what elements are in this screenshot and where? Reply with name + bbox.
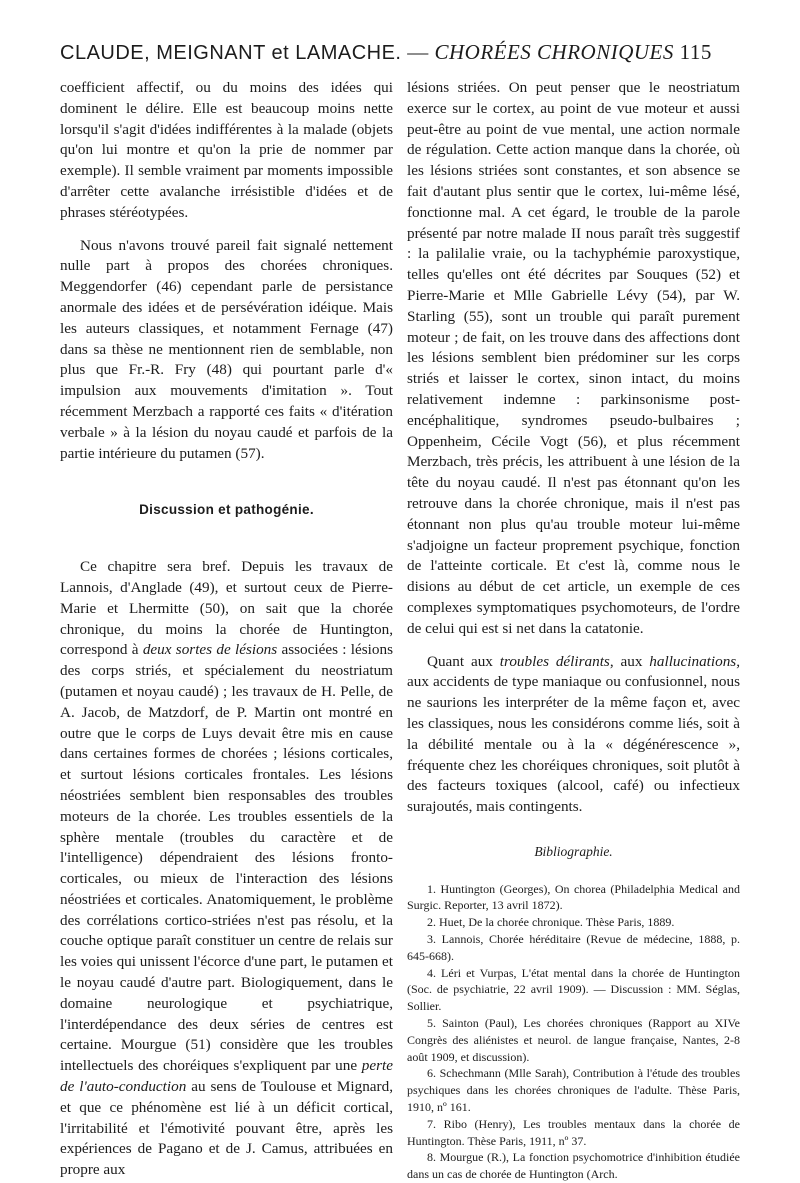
reference-item: 7. Ribo (Henry), Les troubles mentaux dans la chorée de Huntington. Thèse Paris, 1911, nº 37.: [407, 1116, 740, 1148]
paragraph: Quant aux troubles délirants, aux hallucinations, aux accidents de type maniaque ou confusionnel, nous ne saurions les interpréter de la même façon et, avec les classiques, nous les considérons comme liés, soit à la débilité mentale ou à la « dégénérescence », fréquente chez les choréiques chroniques, soit plutôt à des facteurs toxiques (alcool, café) ou infectieux surajoutés, mais contingents.: [407, 652, 740, 816]
paragraph: coefficient affectif, ou du moins des idées qui dominent le délire. Elle est beaucoup moins nette lorsqu'il s'agit d'idées indifférentes à la malade (objets qu'on lui montre et qu'on la prie de nommer par exemple). Il semble vraiment par moments impossible d'arrêter cette avalanche irrésistible d'idées et de phrases stéréotypées.: [60, 79, 393, 221]
header-authors: CLAUDE, MEIGNANT et LAMACHE.: [60, 42, 402, 64]
right-column: [407, 78, 740, 1183]
reference-item: 5. Sainton (Paul), Les chorées chroniques (Rapport au XIVe Congrès des aliénistes et neurol. de langue française, Nantes, 2-8 août 1909, et discussion).: [407, 1016, 740, 1064]
paragraph: Nous n'avons trouvé pareil fait signalé nettement nulle part à propos des chorées chroniques. Meggendorfer (46) cependant parle de persistance anormale des idées et de persévération idéique. Mais les auteurs classiques, et notamment Fernage (47) dans sa thèse ne mentionnent rien de semblable, non plus que Fr.-R. Fry (48) qui pourtant parle d'« impulsion aux mouvements d'imitation ». Tout récemment Merzbach a rapporté ces faits « d'itération verbale » à la lésion du noyau caudé et parfois de la partie intérieure du putamen (57).: [60, 236, 393, 462]
page-number: 115: [679, 40, 712, 64]
left-column: [60, 78, 393, 1181]
emphasis: perte de l'auto-conduction: [60, 1057, 393, 1096]
paragraph: Ce chapitre sera bref. Depuis les travaux de Lannois, d'Anglade (49), et surtout ceux de Pierre-Marie et Lhermitte (50), on sait que la chorée chronique, du moins la chorée de Huntington, correspond à deux sortes de lésions associées : lésions des corps striés, et spécialement du neostriatum (putamen et noyau caudé) ; les travaux de H. Pelle, de A. Jacob, de Matzdorf, de P. Martin ont montré en outre que le corps de Luys devait être mis en cause dans certaines formes de chorées ; lésions corticales, et surtout lésions corticales frontales. Les lésions néostriées semblent bien responsables des troubles moteurs de la chorée. Les troubles essentiels de la sphère mentale (troubles du caractère et de l'intelligence) dépendraient des lésions fronto-corticales, ou mieux de l'interaction des lésions néostriées et corticales. Anatomiquement, le problème des corrélations cortico-striées n'est pas résolu, et la couche optique paraît constituer un centre de relais sur les voies qui unissent l'écorce d'une part, le putamen et le noyau caudé d'autre part. Biologiquement, dans le domaine neurologique et psychiatrique, l'interdépendance des deux séries de centres est certaine. Mourgue (51) considère que les troubles intellectuels des choréiques s'expliquent par une perte de l'auto-conduction au sens de Toulouse et Mignard, et que ce phénomène est lié à un déficit cortical, l'irritabilité et l'émotivité pouvant être, après les expériences de Pagano et de J. Camus, attribuées en propre aux: [60, 558, 393, 1179]
bibliography-heading: Bibliographie.: [534, 843, 613, 859]
paragraph: lésions striées. On peut penser que le neostriatum exerce sur le cortex, au point de vue moteur et aussi peut-être au point de vue mental, une action normale de régulation. Cette action manque dans la chorée, où les lésions striées sont constantes, et son absence se fait d'autant plus sentir que le cortex, lui-même lésé, fonctionne mal. A cet égard, le trouble de la parole présenté par notre malade II nous paraît très suggestif : la palilalie vraie, ou la tachyphémie paroxystique, telles qu'elles ont été décrites par Souques (52) et Pierre-Marie et Mlle Gabrielle Lévy (54), par W. Starling (55), sont un trouble qui paraît purement moteur ; de fait, on les trouve dans des affections dont les lésions semblent bien prédominer sur les corps striés et laisser le cortex, sinon intact, du moins relativement indemne : parkinsonisme post-encéphalitique, syndromes pseudo-bulbaires ; Oppenheim, Cécile Vogt (56), et plus récemment Merzbach, très précis, les attribuent à une lésion de la tête du noyau caudé. Il n'est pas étonnant qu'on les retrouve dans la chorée chronique, mais il n'est pas étonnant non plus qu'au trouble moteur lui-même s'adjoigne un facteur proprement psychique, fonction de l'atteinte corticale. Et c'est là, comme nous le disions au début de cet article, un exemple de ces complexes symptomatiques psychomoteurs, de l'ordre de celui qui est si net dans la catatonie.: [407, 79, 740, 637]
emphasis: hallucinations: [649, 652, 737, 670]
reference-item: 6. Schechmann (Mlle Sarah), Contribution à l'étude des troubles psychiques dans les chorées chroniques de l'adulte. Thèse Paris, 1910, nº 161.: [407, 1066, 740, 1115]
running-header: [60, 40, 740, 65]
reference-item: 3. Lannois, Chorée héréditaire (Revue de médecine, 1888, p. 645-668).: [407, 932, 740, 963]
reference-item: 8. Mourgue (R.), La fonction psychomotrice d'inhibition étudiée dans un cas de chorée de Huntington (Arch.: [407, 1150, 740, 1182]
emphasis: troubles délirants: [499, 652, 610, 670]
section-heading: Discussion et pathogénie.: [139, 502, 314, 518]
header-dash: —: [407, 40, 429, 64]
emphasis: deux sortes de lésions: [142, 641, 278, 659]
reference-item: 2. Huet, De la chorée chronique. Thèse Paris, 1889.: [427, 915, 675, 930]
reference-item: 4. Léri et Vurpas, L'état mental dans la chorée de Huntington (Soc. de psychiatrie, 22 avril 1909). — Discussion : MM. Séglas, Sollier.: [407, 965, 740, 1014]
reference-item: 1. Huntington (Georges), On chorea (Philadelphia Medical and Surgic. Reporter, 13 avril 1872).: [407, 881, 740, 913]
header-title: CHORÉES CHRONIQUES: [434, 40, 674, 64]
reference-list: [407, 881, 740, 1183]
